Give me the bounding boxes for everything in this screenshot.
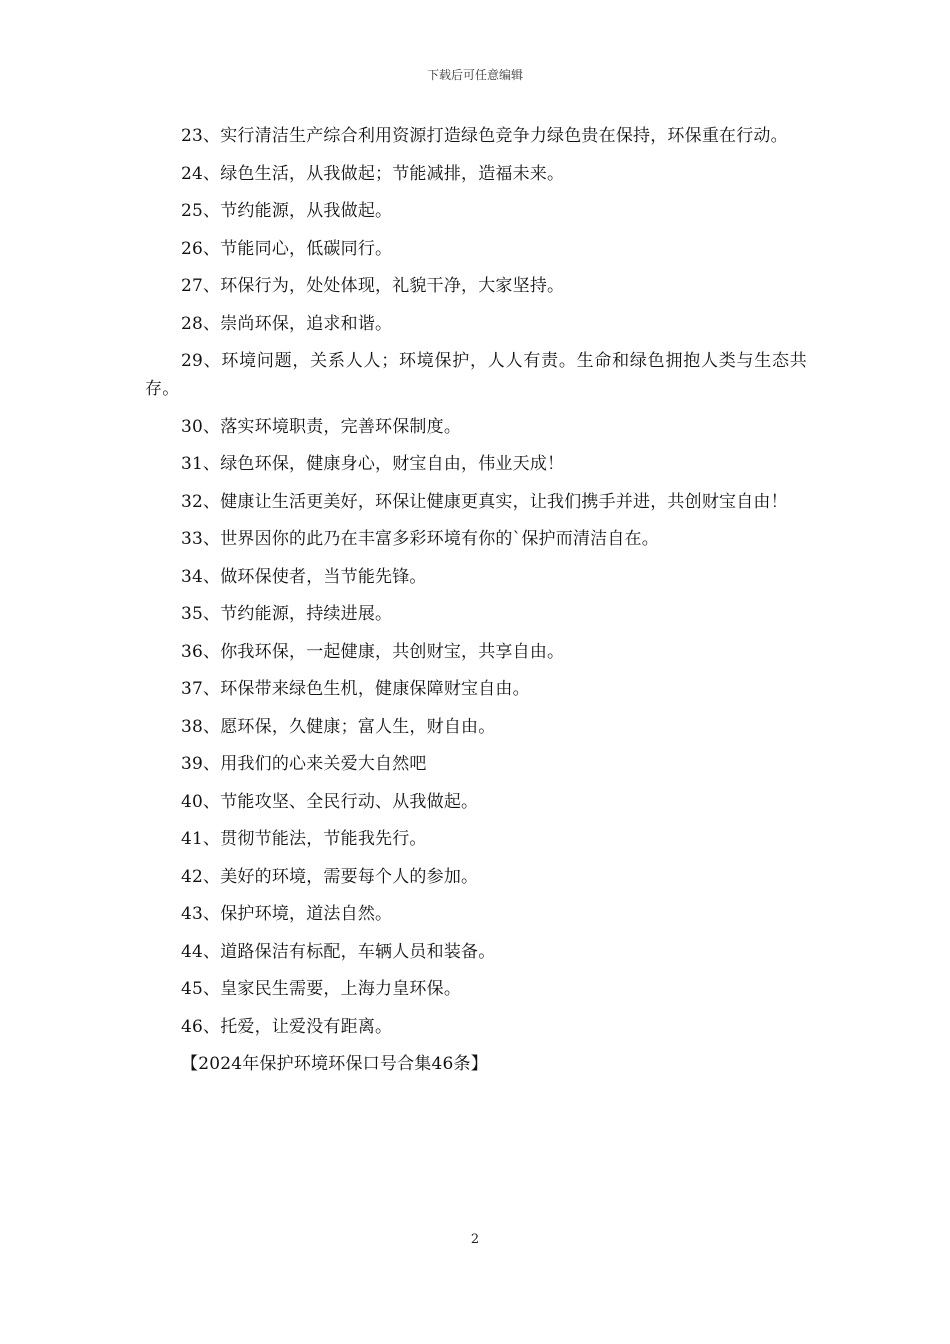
paragraph-44: 44、道路保洁有标配，车辆人员和装备。: [181, 941, 496, 962]
paragraph-26: 26、节能同心，低碳同行。: [181, 238, 393, 259]
paragraph-28: 28、崇尚环保，追求和谐。: [181, 313, 393, 334]
page-header: 下载后可任意编辑: [426, 68, 523, 82]
paragraph-46: 46、托爱，让爱没有距离。: [181, 1016, 393, 1037]
paragraph-36: 36、你我环保，一起健康，共创财宝，共享自由。: [181, 641, 565, 662]
paragraph-24: 24、绿色生活，从我做起；节能减排，造福未来。: [181, 163, 565, 184]
paragraph-43: 43、保护环境，道法自然。: [181, 904, 393, 924]
paragraph-27: 27、环保行为，处处体现，礼貌干净，大家坚持。: [181, 276, 565, 296]
paragraph-39: 39、用我们的心来关爱大自然吧: [181, 754, 427, 774]
paragraph-45: 45、皇家民生需要，上海力皇环保。: [181, 979, 462, 999]
paragraph-42: 42、美好的环境，需要每个人的参加。: [181, 866, 479, 887]
paragraph-25: 25、节约能源，从我做起。: [181, 201, 393, 221]
paragraph-34: 34、做环保使者，当节能先锋。: [181, 566, 427, 587]
paragraph-30: 30、落实环境职责，完善环保制度。: [181, 416, 462, 437]
page-number: 2: [470, 1232, 480, 1247]
collection-title: 【2024年保护环境环保口号合集46条】: [181, 1054, 488, 1074]
paragraph-37: 37、环保带来绿色生机，健康保障财宝自由。: [181, 679, 530, 699]
paragraph-32: 32、健康让生活更美好，环保让健康更真实，让我们携手并进，共创财宝自由！: [181, 491, 788, 512]
paragraph-41: 41、贯彻节能法，节能我先行。: [181, 829, 427, 849]
paragraph-38: 38、愿环保，久健康；富人生，财自由。: [181, 716, 496, 737]
paragraph-33: 33、世界因你的此乃在丰富多彩环境有你的`保护而清洁自在。: [181, 529, 659, 549]
paragraph-29: 29、环境问题，关系人人；环境保护，人人有责。生命和绿色拥抱人类与生态共存。: [145, 351, 807, 399]
paragraph-31: 31、绿色环保，健康身心，财宝自由，伟业天成！: [181, 454, 565, 474]
document-body: [145, 122, 807, 1088]
paragraph-23: 23、实行清洁生产综合利用资源打造绿色竞争力绿色贵在保持，环保重在行动。: [181, 126, 788, 146]
paragraph-35: 35、节约能源，持续进展。: [181, 604, 393, 624]
paragraph-40: 40、节能攻坚、全民行动、从我做起。: [181, 791, 479, 812]
